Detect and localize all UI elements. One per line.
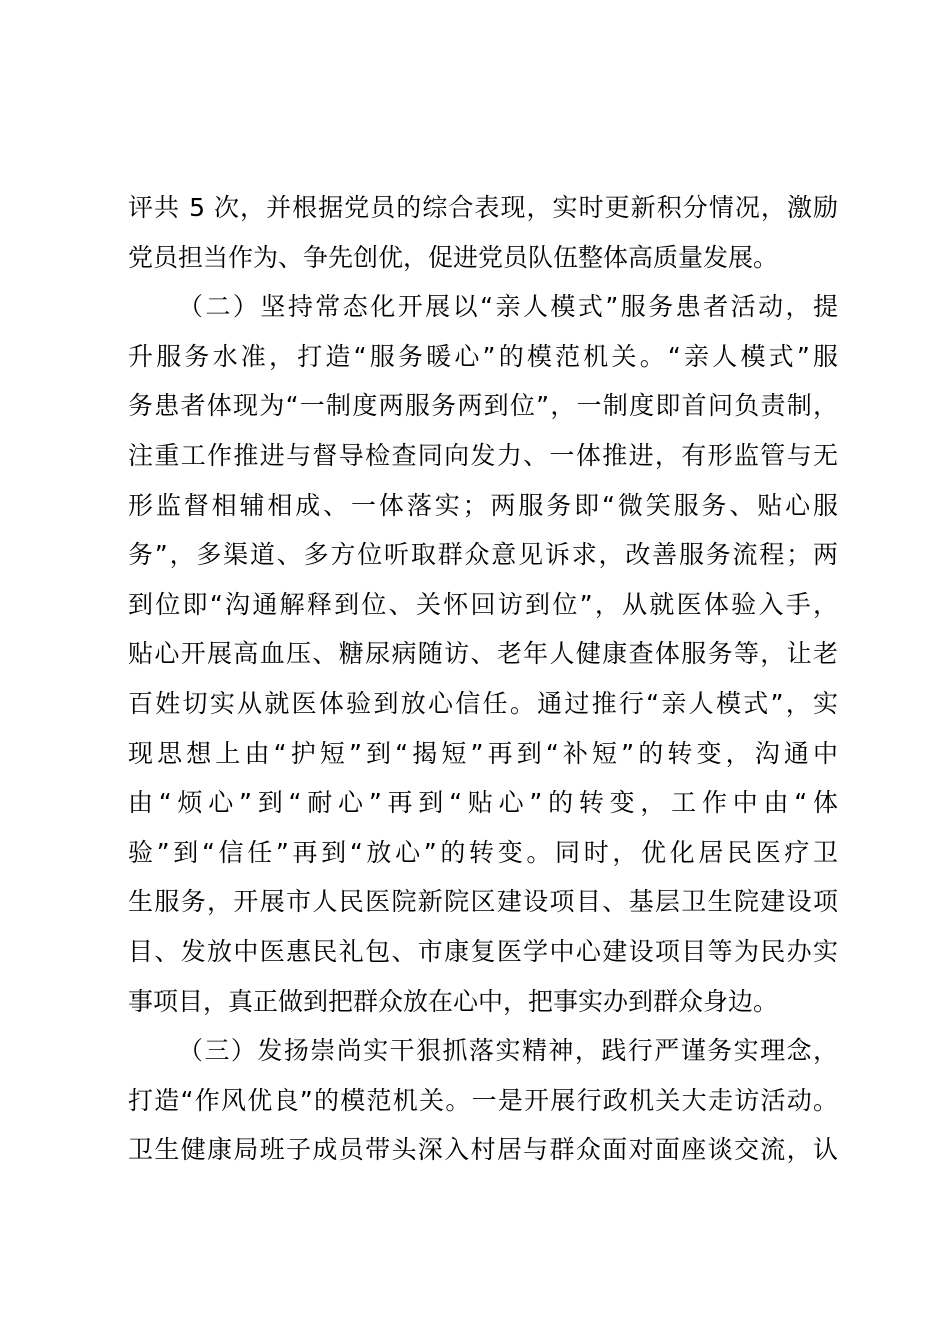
text-line-7: 形监督相辅相成、一体落实；两服务即“微笑服务、贴心服 bbox=[128, 490, 838, 520]
document-body bbox=[128, 183, 838, 1175]
text-line-13: 由“烦心”到“耐心”再到“贴心”的转变，工作中由“体 bbox=[128, 788, 838, 818]
text-line-9: 到位即“沟通解释到位、关怀回访到位”，从就医体验入手， bbox=[128, 589, 838, 619]
text-line-1: 评共 5 次，并根据党员的综合表现，实时更新积分情况，激励 bbox=[128, 193, 838, 222]
text-line-4: 升服务水准，打造“服务暖心”的模范机关。“亲人模式”服 bbox=[128, 341, 838, 371]
text-line-12: 现思想上由“护短”到“揭短”再到“补短”的转变，沟通中 bbox=[128, 738, 838, 768]
text-line-11: 百姓切实从就医体验到放心信任。通过推行“亲人模式”，实 bbox=[128, 688, 838, 718]
text-line-19: 打造“作风优良”的模范机关。一是开展行政机关大走访活动。 bbox=[128, 1085, 838, 1115]
text-line-8: 务”，多渠道、多方位听取群众意见诉求，改善服务流程；两 bbox=[128, 540, 838, 570]
text-line-17: 事项目，真正做到把群众放在心中，把事实办到群众身边。 bbox=[128, 986, 779, 1016]
text-line-2: 党员担当作为、争先创优，促进党员队伍整体高质量发展。 bbox=[128, 242, 779, 272]
text-line-16: 目、发放中医惠民礼包、市康复医学中心建设项目等为民办实 bbox=[128, 936, 838, 966]
text-line-6: 注重工作推进与督导检查同向发力、一体推进，有形监管与无 bbox=[128, 440, 838, 470]
text-line-10: 贴心开展高血压、糖尿病随访、老年人健康查体服务等，让老 bbox=[128, 639, 838, 669]
text-line-14: 验”到“信任”再到“放心”的转变。同时，优化居民医疗卫 bbox=[128, 837, 838, 867]
text-line-3: （二）坚持常态化开展以“亲人模式”服务患者活动，提 bbox=[178, 292, 838, 322]
text-line-20: 卫生健康局班子成员带头深入村居与群众面对面座谈交流，认 bbox=[128, 1135, 838, 1165]
text-line-18: （三）发扬崇尚实干狠抓落实精神，践行严谨务实理念， bbox=[178, 1036, 838, 1066]
text-line-5: 务患者体现为“一制度两服务两到位”，一制度即首问负责制， bbox=[128, 391, 838, 421]
text-line-15: 生服务，开展市人民医院新院区建设项目、基层卫生院建设项 bbox=[128, 887, 838, 917]
